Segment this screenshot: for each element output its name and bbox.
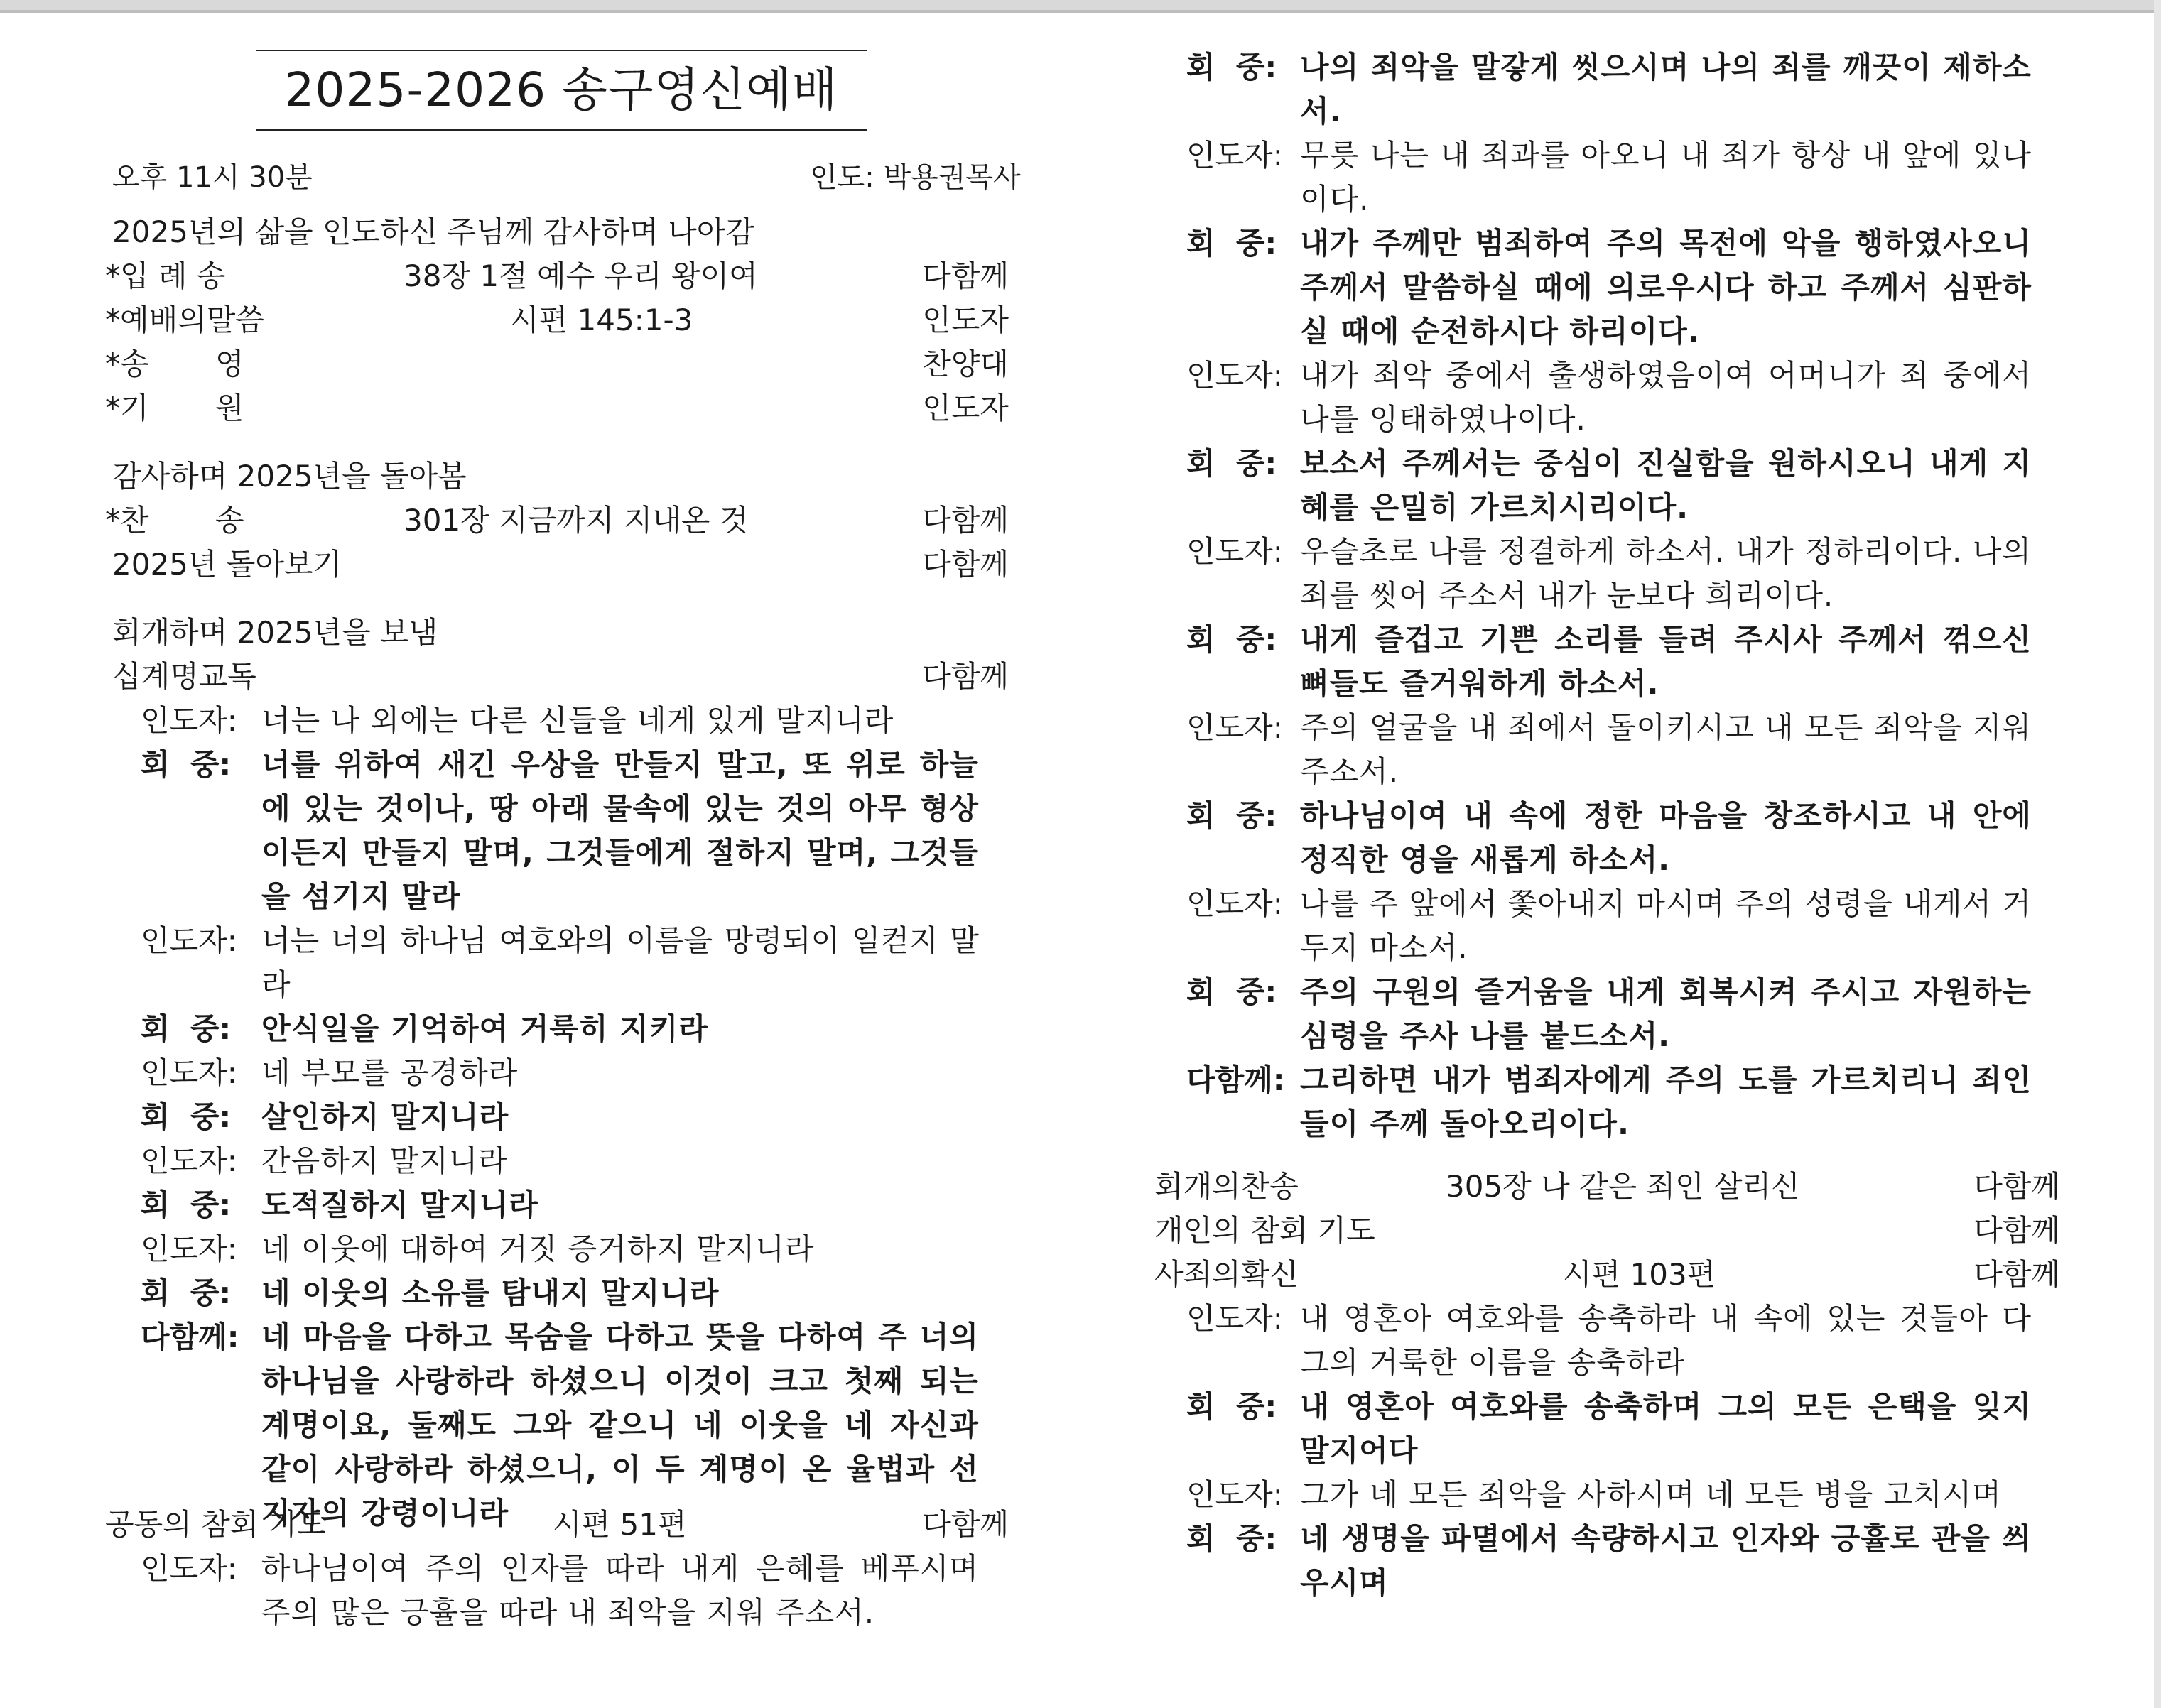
reading-text: 너는 나 외에는 다른 신들을 네게 있게 말지니라 (261, 703, 894, 738)
reading-text: 너를 위하여 새긴 우상을 만들지 말고, 또 위로 하늘에 있는 것이나, 땅 아래 물속에 있는 것의 아무 형상이든지 만들지 말며, 그것들에게 절하지 말며, 그것들을 섬기지 말라 (261, 747, 979, 914)
speaker-label: 회 중: (141, 1011, 232, 1046)
order-participant: 인도자 (922, 391, 1009, 425)
section-4-left (105, 1503, 1009, 1635)
section-heading (105, 210, 1009, 254)
order-participant: 다함께 (1973, 1213, 2060, 1248)
speaker-label: 회 중: (1186, 446, 1277, 481)
reading-line (141, 1139, 979, 1183)
order-label: *입 례 송 (105, 259, 226, 293)
reading-text: 보소서 주께서는 중심이 진실함을 원하시오니 내게 지혜를 은밀히 가르치시리이다. (1300, 446, 2032, 525)
speaker-label: 회 중: (141, 1275, 232, 1310)
speaker-label: 회 중: (141, 1187, 232, 1222)
speaker-label: 회 중: (141, 1099, 232, 1134)
reading-line (141, 699, 979, 743)
order-participant: 다함께 (922, 659, 1009, 694)
reading-text: 우슬초로 나를 정결하게 하소서. 내가 정하리이다. 나의 죄를 씻어 주소서 내가 눈보다 희리이다. (1300, 534, 2032, 613)
speaker-label: 인도자: (141, 703, 237, 738)
section-3-heading: 회개하며 2025년을 보냄 (112, 615, 438, 650)
reading-text: 무릇 나는 내 죄과를 아오니 내 죄가 항상 내 앞에 있나이다. (1300, 138, 2032, 217)
reading-line (1186, 442, 2032, 530)
order-participant: 다함께 (922, 1507, 1009, 1542)
reading-text: 하나님이여 내 속에 정한 마음을 창조하시고 내 안에 정직한 영을 새롭게 하소서. (1300, 798, 2032, 877)
order-label: 개인의 참회 기도 (1154, 1213, 1375, 1248)
scan-edge-right (2154, 0, 2161, 1708)
title-rule-bottom (256, 129, 867, 131)
reading-line (1186, 1473, 2032, 1517)
reading-text: 내 영혼아 여호와를 송축하며 그의 모든 은택을 잊지 말지어다 (1300, 1389, 2032, 1468)
speaker-label: 인도자: (141, 1143, 237, 1178)
order-detail: 38장 1절 예수 우리 왕이여 (404, 259, 758, 293)
order-row (1154, 1253, 2060, 1297)
section-heading (105, 455, 1009, 499)
speaker-label: 인도자: (1186, 138, 1283, 173)
section-5 (1154, 1165, 2060, 1605)
reading-line (1186, 1058, 2032, 1146)
section-4-right (1186, 45, 2032, 1146)
reading-line (1186, 706, 2032, 794)
speaker-label: 회 중: (1186, 226, 1277, 261)
order-detail: 시편 145:1-3 (510, 303, 693, 337)
order-row (105, 386, 1009, 430)
order-participant: 다함께 (922, 259, 1009, 293)
order-detail: 305장 나 같은 죄인 살리신 (1446, 1169, 1800, 1204)
reading-text: 나의 죄악을 말갛게 씻으시며 나의 죄를 깨끗이 제하소서. (1300, 50, 2032, 129)
reading-line (1186, 1517, 2032, 1605)
reading-text: 네 생명을 파멸에서 속량하시고 인자와 긍휼로 관을 씌우시며 (1300, 1521, 2032, 1600)
order-detail: 시편 51편 (553, 1507, 687, 1542)
order-label: 사죄의확신 (1154, 1257, 1299, 1292)
order-label: *기 원 (105, 391, 244, 425)
reading-line (141, 743, 979, 919)
order-label: *예배의말씀 (105, 303, 264, 337)
speaker-label: 인도자: (141, 923, 237, 958)
reading-line (1186, 882, 2032, 970)
order-participant: 다함께 (1973, 1257, 2060, 1292)
reading-line (1186, 794, 2032, 882)
reading-text: 나를 주 앞에서 쫓아내지 마시며 주의 성령을 내게서 거두지 마소서. (1300, 886, 2032, 965)
speaker-label: 회 중: (1186, 974, 1277, 1009)
reading-text: 내 영혼아 여호와를 송축하라 내 속에 있는 것들아 다 그의 거룩한 이름을 송축하라 (1300, 1301, 2032, 1380)
order-participant: 다함께 (922, 547, 1009, 582)
speaker-label: 인도자: (1186, 1301, 1283, 1336)
order-label: *송 영 (105, 347, 244, 381)
order-participant: 찬양대 (922, 347, 1009, 381)
reading-line (141, 1007, 979, 1051)
speaker-label: 회 중: (1186, 622, 1277, 657)
speaker-label: 인도자: (1186, 358, 1283, 393)
service-time: 오후 11시 30분 (112, 161, 313, 194)
reading-line (1186, 530, 2032, 618)
reading-line (1186, 618, 2032, 706)
scan-edge-line (0, 10, 2161, 13)
order-row (105, 342, 1009, 386)
speaker-label: 인도자: (1186, 710, 1283, 745)
speaker-label: 인도자: (141, 1055, 237, 1090)
speaker-label: 다함께: (141, 1320, 239, 1354)
reading-line (1186, 970, 2032, 1058)
speaker-label: 회 중: (1186, 50, 1277, 85)
reading-line (141, 1051, 979, 1095)
reading-line (141, 1271, 979, 1315)
section-2-heading: 감사하며 2025년을 돌아봄 (112, 459, 467, 494)
speaker-label: 회 중: (1186, 1389, 1277, 1424)
service-leader: 인도: 박용권목사 (810, 161, 1021, 194)
order-participant: 인도자 (922, 303, 1009, 337)
section-1-heading: 2025년의 삶을 인도하신 주님께 감사하며 나아감 (112, 214, 754, 249)
reading-line (1186, 222, 2032, 354)
order-row (1154, 1209, 2060, 1253)
reading-line (141, 1095, 979, 1139)
order-row (1154, 1165, 2060, 1209)
section-2 (105, 455, 1009, 587)
speaker-label: 다함께: (1186, 1062, 1285, 1097)
speaker-label: 회 중: (1186, 798, 1277, 833)
reading-text: 그가 네 모든 죄악을 사하시며 네 모든 병을 고치시며 (1300, 1477, 2002, 1512)
order-label: 공동의 참회 기도 (105, 1507, 326, 1542)
reading-text: 네 이웃의 소유를 탐내지 말지니라 (261, 1275, 720, 1310)
title-box (156, 50, 874, 131)
reading-text: 너는 너의 하나님 여호와의 이름을 망령되이 일컫지 말라 (261, 923, 979, 1002)
reading-line (1186, 1385, 2032, 1473)
reading-text: 하나님이여 주의 인자를 따라 내게 은혜를 베푸시며 주의 많은 긍휼을 따라 내 죄악을 지워 주소서. (261, 1551, 979, 1630)
reading-line (141, 1183, 979, 1227)
reading-text: 주의 얼굴을 내 죄에서 돌이키시고 내 모든 죄악을 지워 주소서. (1300, 710, 2032, 789)
speaker-label: 인도자: (141, 1551, 237, 1586)
speaker-label: 회 중: (141, 747, 232, 782)
reading-text: 네 부모를 공경하라 (261, 1055, 519, 1090)
reading-text: 내게 즐겁고 기쁜 소리를 들려 주시사 주께서 꺾으신 뼈들도 즐거워하게 하소서. (1300, 622, 2032, 701)
order-label: 십계명교독 (112, 659, 256, 694)
section-3 (105, 611, 1009, 1535)
reading-text: 도적질하지 말지니라 (261, 1187, 538, 1222)
reading-text: 내가 죄악 중에서 출생하였음이여 어머니가 죄 중에서 나를 잉태하였나이다. (1300, 358, 2032, 437)
reading-line (141, 919, 979, 1007)
reading-text: 내가 주께만 범죄하여 주의 목전에 악을 행하였사오니 주께서 말씀하실 때에 의로우시다 하고 주께서 심판하실 때에 순전하시다 하리이다. (1300, 226, 2032, 349)
speaker-label: 인도자: (1186, 886, 1283, 921)
speaker-label: 인도자: (141, 1231, 237, 1266)
order-row (105, 543, 1009, 587)
order-detail: 시편 103편 (1563, 1257, 1716, 1292)
order-label: 회개의찬송 (1154, 1169, 1299, 1204)
speaker-label: 회 중: (1186, 1521, 1277, 1556)
speaker-label: 인도자: (1186, 1477, 1283, 1512)
reading-line (1186, 45, 2032, 134)
scan-edge (0, 0, 2161, 10)
reading-line (1186, 354, 2032, 442)
order-row (105, 499, 1009, 543)
order-label: *찬 송 (105, 503, 244, 538)
order-participant: 다함께 (1973, 1169, 2060, 1204)
reading-text: 주의 구원의 즐거움을 내게 회복시켜 주시고 자원하는 심령을 주사 나를 붙드소서. (1300, 974, 2032, 1053)
reading-text: 간음하지 말지니라 (261, 1143, 508, 1178)
responsive-reading (141, 699, 979, 1535)
reading-line (1186, 134, 2032, 222)
order-row (105, 1503, 1009, 1547)
order-participant: 다함께 (922, 503, 1009, 538)
page-title: 2025-2026 송구영신예배 (284, 62, 838, 117)
section-heading (105, 611, 1009, 655)
responsive-reading (1186, 1297, 2032, 1605)
speaker-label: 인도자: (1186, 534, 1283, 569)
order-label: 2025년 돌아보기 (112, 547, 342, 582)
order-row (105, 655, 1009, 699)
reading-line (141, 1547, 979, 1635)
order-row (105, 298, 1009, 342)
order-detail: 301장 지금까지 지내온 것 (404, 503, 749, 538)
reading-text: 네 이웃에 대하여 거짓 증거하지 말지니라 (261, 1231, 815, 1266)
reading-text: 네 마음을 다하고 목숨을 다하고 뜻을 다하여 주 너의 하나님을 사랑하라 하셨으니 이것이 크고 첫째 되는 계명이요, 둘째도 그와 같으니 네 이웃을 네 자신과 같이 사랑하라 하셨으니, 이 두 계명이 온 율법과 선지자의 강령이니라 (261, 1320, 979, 1530)
responsive-reading (141, 1547, 979, 1635)
reading-text: 그리하면 내가 범죄자에게 주의 도를 가르치리니 죄인들이 주께 돌아오리이다. (1300, 1062, 2032, 1141)
reading-line (1186, 1297, 2032, 1385)
section-1 (105, 210, 1009, 430)
reading-line (141, 1227, 979, 1271)
order-row (105, 254, 1009, 298)
reading-text: 살인하지 말지니라 (261, 1099, 509, 1134)
reading-text: 안식일을 기억하여 거룩히 지키라 (261, 1011, 708, 1046)
